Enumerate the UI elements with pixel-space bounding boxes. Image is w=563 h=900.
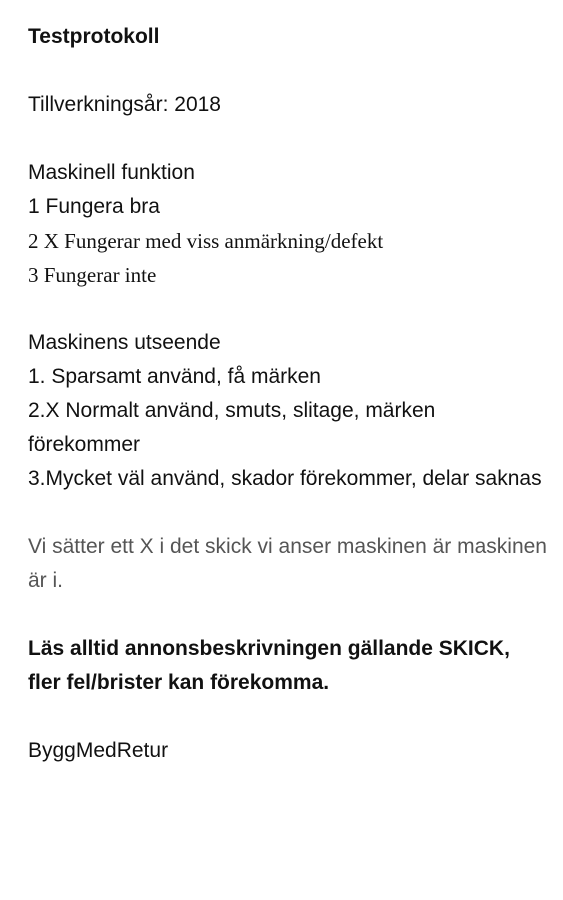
spacer [28, 700, 548, 734]
spacer [28, 122, 548, 156]
appearance-item: 1. Sparsamt använd, få märken [28, 365, 321, 388]
signature: ByggMedRetur [28, 739, 169, 762]
condition-warning: Läs alltid annonsbeskrivningen gällande SKICK, fler fel/brister kan förekomma. [28, 637, 510, 694]
condition-note: Vi sätter ett X i det skick vi anser maskinen är maskinen är i. [28, 535, 547, 592]
appearance-item: 2.X Normalt använd, smuts, slitage, märken förekommer [28, 399, 436, 456]
manufacture-year: Tillverkningsår: 2018 [28, 93, 221, 116]
spacer [28, 496, 548, 530]
function-item: 3 Fungerar inte [28, 263, 157, 287]
document-title: Testprotokoll [28, 25, 160, 48]
spacer [28, 598, 548, 632]
document-body [28, 20, 548, 768]
function-item: 1 Fungera bra [28, 195, 160, 218]
appearance-heading: Maskinens utseende [28, 331, 221, 354]
spacer [28, 292, 548, 326]
spacer [28, 54, 548, 88]
function-heading: Maskinell funktion [28, 161, 195, 184]
function-item: 2 X Fungerar med viss anmärkning/defekt [28, 229, 384, 253]
appearance-item: 3.Mycket väl använd, skador förekommer, delar saknas [28, 467, 542, 490]
